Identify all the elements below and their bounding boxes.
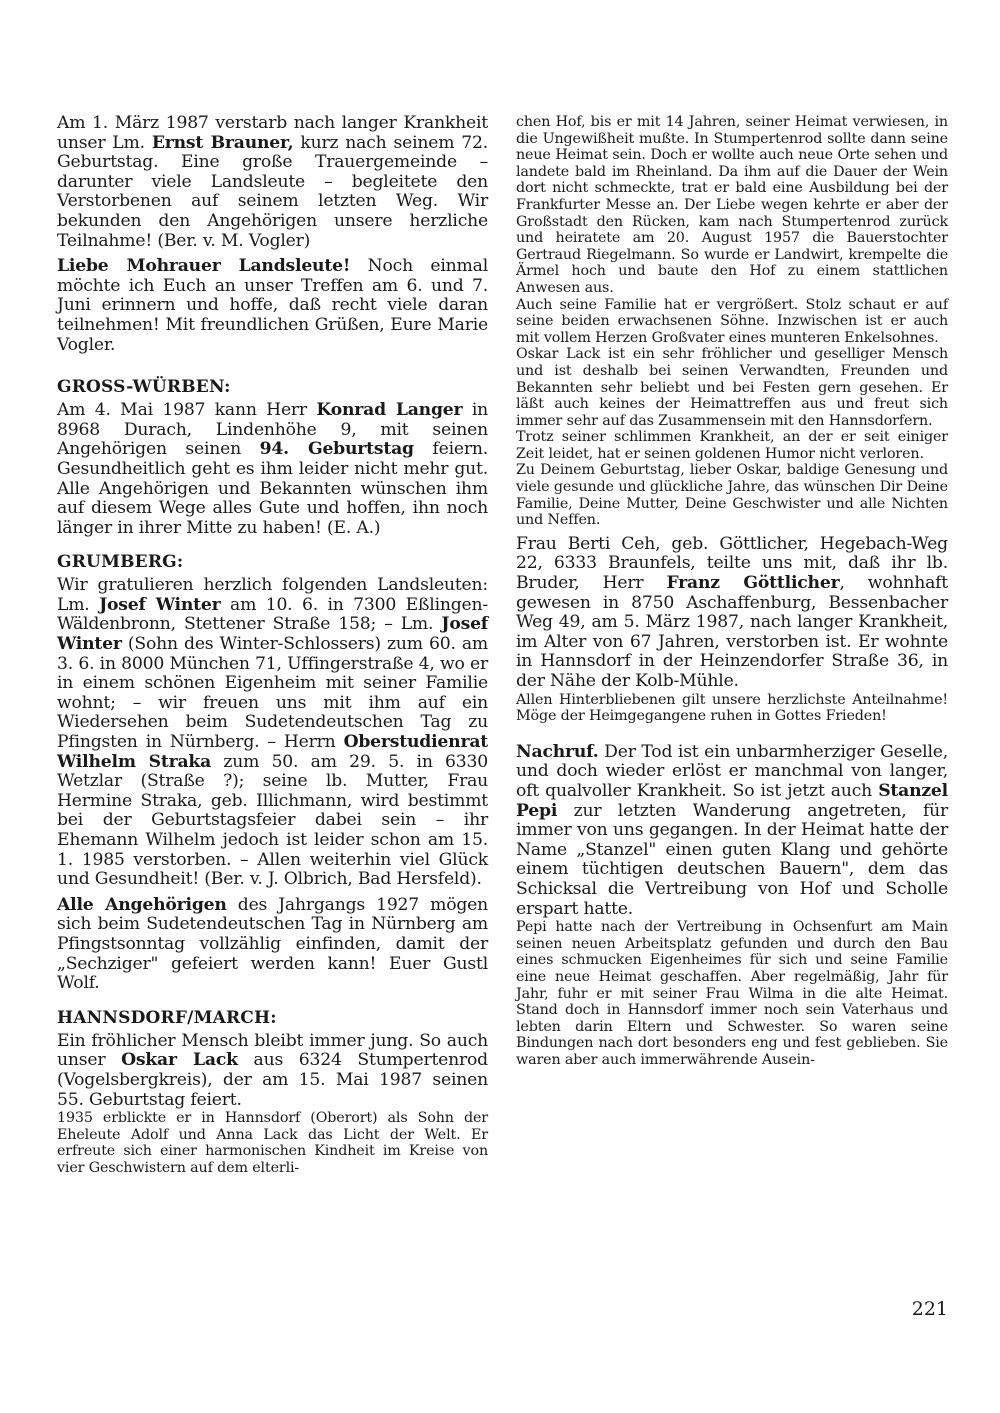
- bold-lead: Liebe Mohrauer Landsleute!: [57, 256, 351, 277]
- birthdays-grumberg: [57, 576, 488, 890]
- right-column: [516, 114, 948, 1068]
- name-konrad-langer: Konrad Langer: [316, 400, 463, 421]
- character-paragraph: Oskar Lack ist ein sehr fröhlicher und geselliger Mensch und ist deshalb bei seinen Verwandten, Freunden und Bekannten sehr beliebt und bei Festen gern gesehen. Er läßt auch keines der Heimattreffen aus und freut sich immer sehr auf das Zusammensein mit den Hannsdorfern.: [516, 346, 948, 429]
- text: des Jahrgangs 1927 mögen sich beim Sudetendeutschen Tag in Nürnberg am Pfingstsonntag vollzählig einfinden, damit der „Sechziger" gefeiert werden kann! Euer Gustl Wolf.: [57, 894, 488, 994]
- condolences: Allen Hinterbliebenen gilt unsere herzlichste Anteilnahme! Möge der Heimgegangene ruhen in Gottes Frieden!: [516, 691, 948, 725]
- name-ernst-brauner: Ernst Brauner,: [151, 132, 294, 153]
- bold-birthday: 94. Geburtstag: [259, 439, 414, 460]
- text: aus 6324 Stumpertenrod (Vogelsbergkreis), der am 15. Mai 1987 seinen 55. Geburtstag feiert.: [57, 1050, 488, 1110]
- biography-continued: chen Hof, bis er mit 14 Jahren, seiner Heimat verwiesen, in die Ungewißheit mußte. In Stumpertenrod sollte dann seine neue Heimat sein. Doch er wollte auch neue Orte sehen und landete bald im Rheinland. Da ihm auf die Dauer der Wein dort nicht schmeckte, trat er bald eine Ausbildung bei der Frankfurter Messe an. Der Liebe wegen kehrte er aber der Großstadt den Rücken, kam nach Stumpertenrod zurück und heiratete am 20. August 1957 die Bauerstochter Gertraud Riegelmann. So wurde er Landwirt, krempelte die Ärmel hoch und baute den Hof zu einem stattlichen Anwesen aus.: [516, 114, 948, 296]
- family-paragraph: Auch seine Familie hat er vergrößert. Stolz schaut er auf seine beiden erwachsenen Söhne. Inzwischen ist er auch mit vollem Herzen Großvater eines munteren Enkelsohnes.: [516, 296, 948, 346]
- text: Der Tod ist ein unbarmherziger Geselle, und doch wieder erlöst er manchmal von langer, oft qualvoller Krankheit. So ist jetzt auch: [516, 741, 948, 801]
- name-josef-winter-2: Josef Winter: [57, 614, 488, 655]
- left-column: [57, 114, 488, 1177]
- text: zum 50. am 29. 5. in 6330 Wetzlar (Straße ?); seine lb. Mutter, Frau Hermine Straka, geb. Illichmann, wird bestimmt bei der Geburtstagsfeier dabei sein – ihr Ehemann Wilhelm jedoch ist leider schon am 15. 1. 1985 verstorben. – Allen weiterhin viel Glück und Gesundheit! (Ber. v. J. Olbrich, Bad Hersfeld).: [57, 751, 488, 890]
- obituary-franz-goettlicher: [516, 535, 948, 692]
- birthday-konrad-langer: [57, 401, 488, 538]
- obituary-stanzel-pepi: [516, 743, 948, 919]
- text: , wohnhaft gewesen in 8750 Aschaffenburg, Bessenbacher Weg 49, am 5. März 1987, nach langer Krankheit, im Alter von 67 Jahren, verstorben ist. Er wohnte in Hannsdorf in der Heinzendorfer Straße 36, in der Nähe der Kolb-Mühle.: [516, 573, 948, 691]
- text: Frau Berti Ceh, geb. Göttlicher, Hegebach-Weg 22, 6333 Braunfels, teilte uns mit, daß ihr lb. Bruder, Herr: [516, 533, 948, 594]
- text: am 10. 6. in 7300 Eßlingen-Wäldenbronn, Stettener Straße 158; – Lm.: [57, 594, 488, 635]
- text: Am 4. Mai 1987 kann Herr: [57, 400, 317, 421]
- greeting-mohrau: [57, 257, 488, 355]
- text: zur letzten Wanderung angetreten, für immer von uns gegangen. In der Heimat hatte der Name „Stanzel" einen guten Klang und gehörte einem tüchtigen deutschen Bauern", dem das Schicksal die Vertreibung von Hof und Scholle erspart hatte.: [516, 800, 948, 919]
- name-franz-goettlicher: Franz Göttlicher: [666, 573, 840, 594]
- name-stanzel-pepi: Stanzel Pepi: [516, 780, 948, 821]
- biography-oskar-lack: 1935 erblickte er in Hannsdorf (Oberort) als Sohn der Eheleute Adolf und Anna Lack das Licht der Welt. Er erfreute sich einer harmonischen Kindheit im Kreise von vier Geschwistern auf dem elterli-: [57, 1110, 488, 1176]
- illness-paragraph: Trotz seiner schlimmen Krankheit, an der er seit einiger Zeit leidet, hat er seinen goldenen Humor nicht verloren.: [516, 429, 948, 462]
- birthday-wishes: Zu Deinem Geburtstag, lieber Oskar, baldige Genesung und viele gesunde und glückliche Jahre, das wünschen Dir Deine Familie, Deine Mutter, Deine Geschwister und alle Nichten und Neffen.: [516, 462, 948, 529]
- text: Am 1. März 1987 verstarb nach langer Krankheit unser Lm.: [57, 113, 488, 153]
- obituary-ernst-brauner: [57, 114, 488, 251]
- bold-lead: Alle Angehörigen: [57, 894, 227, 915]
- birthday-oskar-lack: [57, 1032, 488, 1110]
- text: kurz nach seinem 72. Geburtstag. Eine große Trauergemeinde – darunter viele Landsleute – begleitete den Verstorbenen auf seinem letzten Weg. Wir bekunden den Angehörigen unsere herzliche Teilnahme! (Ber. v. M. Vogler): [57, 132, 488, 251]
- section-heading-gross-wuerben: GROSS-WÜRBEN:: [57, 377, 231, 398]
- section-heading-grumberg: GRUMBERG:: [57, 552, 184, 573]
- text: feiern. Gesundheitlich geht es ihm leider nicht mehr gut. Alle Angehörigen und Bekannten wünschen ihm auf diesem Wege alles Gute und hoffen, ihn noch länger in ihrer Mitte zu haben! (E. A.): [57, 439, 488, 538]
- name-oskar-lack: Oskar Lack: [121, 1050, 238, 1071]
- text: Ein fröhlicher Mensch bleibt immer jung. So auch unser: [57, 1030, 488, 1071]
- pepi-biography: Pepi hatte nach der Vertreibung in Ochsenfurt am Main seinen neuen Arbeitsplatz gefunden und durch den Bau eines schmucken Eigenheimes für sich und seine Familie eine neue Heimat geschaffen. Aber regelmäßig, Jahr für Jahr, fuhr er mit seiner Frau Wilma in die alte Heimat. Stand doch in Hannsdorf immer noch sein Vaterhaus und lebten darin Eltern und Schwester. So waren seine Bindungen nach dort besonders eng und fest geblieben. Sie waren aber auch immerwährende Ausein-: [516, 919, 948, 1068]
- page-number: 221: [911, 1298, 948, 1320]
- text: Wir gratulieren herzlich folgenden Landsleuten: Lm.: [57, 575, 488, 615]
- text: in 8968 Durach, Lindenhöhe 9, mit seinen Angehörigen seinen: [57, 400, 488, 460]
- name-wilhelm-straka: Oberstudienrat Wilhelm Straka: [57, 732, 488, 772]
- section-heading-hannsdorf: HANNSDORF/MARCH:: [57, 1007, 277, 1028]
- name-josef-winter: Josef Winter: [99, 594, 221, 615]
- bold-lead-nachruf: Nachruf.: [516, 741, 599, 762]
- text: (Sohn des Winter-Schlossers) zum 60. am 3. 6. in 8000 München 71, Uffingerstraße 4, wo er in einem schönen Eigenheim mit seiner Familie wohnt; – wir freuen uns mit ihm auf ein Wiedersehen beim Sudetendeutschen Tag zu Pfingsten in Nürnberg. – Herrn: [57, 634, 488, 753]
- text: Noch einmal möchte ich Euch an unser Treffen am 6. und 7. Juni erinnern und hoffe, daß recht viele daran teilnehmen! Mit freundlichen Grüßen, Eure Marie Vogler.: [57, 256, 488, 355]
- notice-jahrgang-1927: [57, 896, 488, 994]
